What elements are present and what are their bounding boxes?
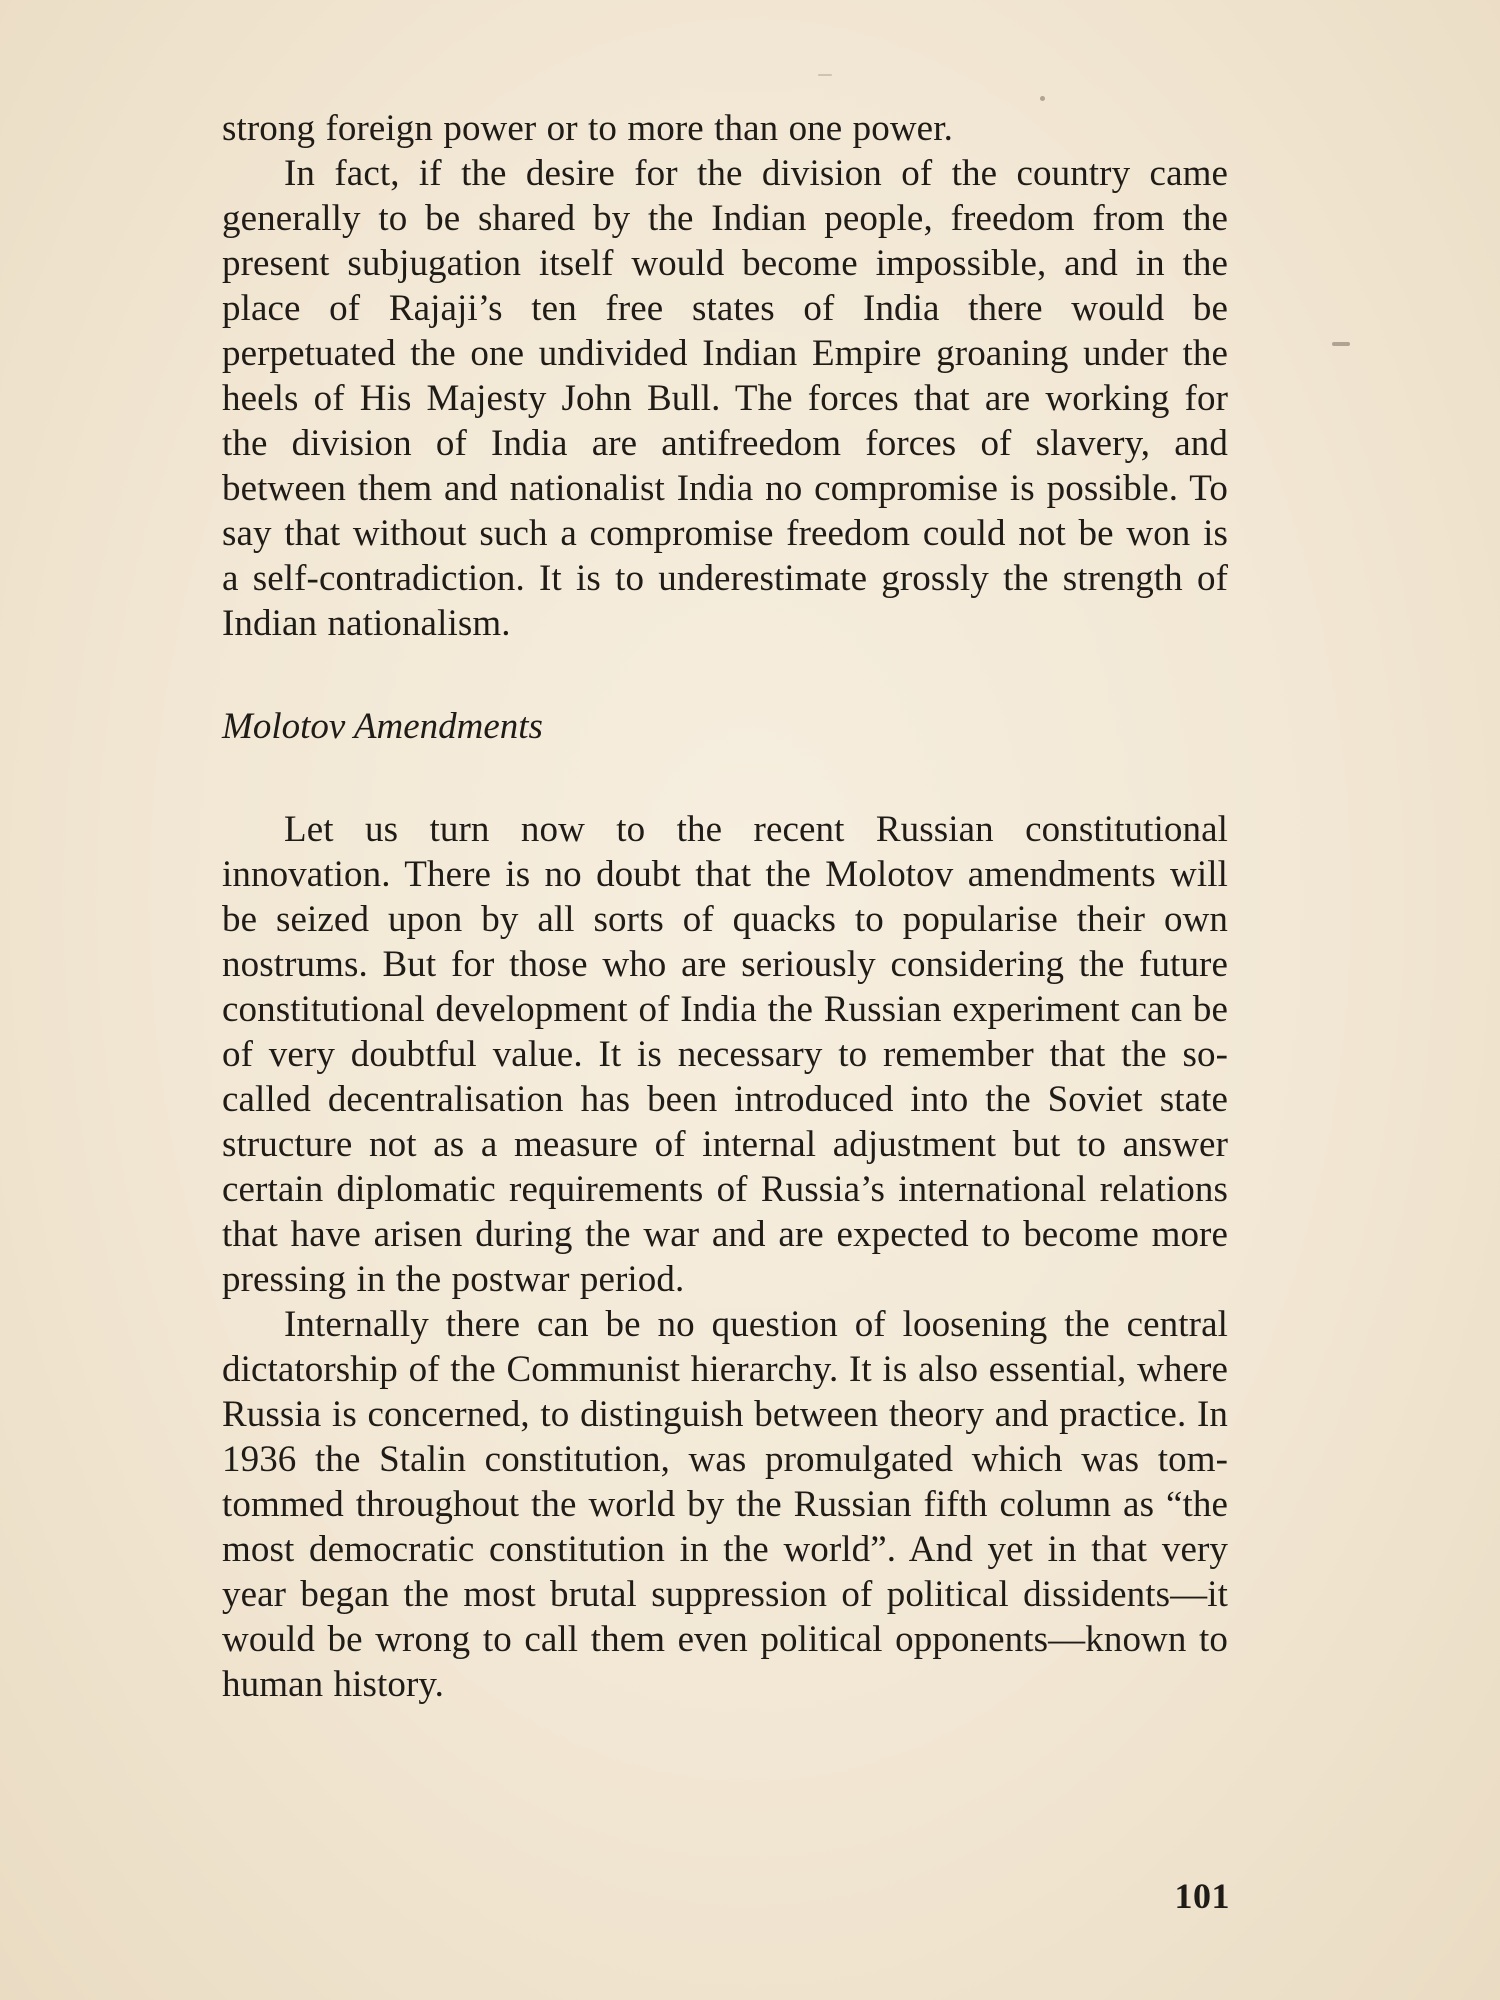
section-heading: Molotov Amendments — [222, 706, 543, 747]
opening-line: strong foreign power or to more than one power. — [222, 108, 953, 149]
paragraph-1: In fact, if the desire for the division of the country came generally to be shared by the Indian people, freedom from the present subjugation itself would become impossible, and in the place of Rajaji’s ten free states of India there would be perpetuated the one undivided Indian Empire groaning under the heels of His Majesty John Bull. The forces that are working for the division of India are antifreedom forces of slavery, and between them and nationalist India no compromise is possible. To say that without such a compromise freedom could not be won is a self-contradiction. It is to underestimate grossly the strength of Indian nationalism. — [222, 153, 1228, 644]
paragraph-2: Let us turn now to the recent Russian constitutional innovation. There is no doubt that the Molotov amendments will be seized upon by all sorts of quacks to popularise their own nostrums. But for those who are seriously considering the future constitutional development of India the Russian experiment can be of very doubtful value. It is necessary to remember that the so-called decentralisation has been introduced into the Soviet state structure not as a measure of internal adjustment but to answer certain diplomatic requirements of Russia’s international relations that have arisen during the war and are expected to become more pressing in the postwar period. — [222, 809, 1228, 1300]
paper-speck — [1040, 96, 1045, 101]
paragraph-3: Internally there can be no question of loosening the central dictatorship of the Communist hierarchy. It is also essential, where Russia is concerned, to distinguish between theory and practice. In 1936 the Stalin constitution, was promulgated which was tom-tommed throughout the world by the Russian fifth column as “the most democratic constitution in the world”. And yet in that very year began the most brutal suppression of political dissidents—it would be wrong to call them even political opponents—known to human history. — [222, 1304, 1228, 1705]
paper-speck — [1332, 342, 1350, 346]
page-number: 101 — [1174, 1876, 1230, 1916]
paper-speck — [818, 74, 832, 76]
main-text — [222, 106, 1228, 1707]
